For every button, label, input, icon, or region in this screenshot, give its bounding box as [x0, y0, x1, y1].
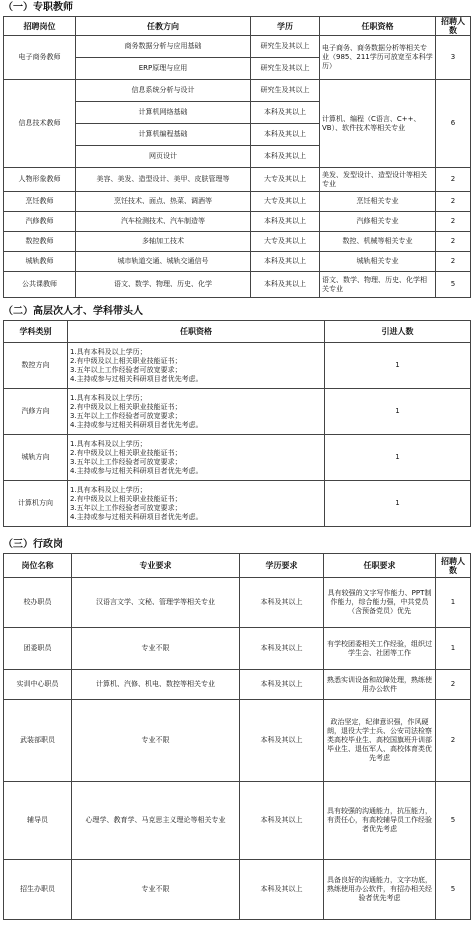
qualification-cell: [68, 481, 325, 527]
education-cell: 本科及其以上: [240, 782, 324, 860]
count-cell: 2: [436, 232, 471, 252]
table-row: [4, 343, 471, 389]
qualification-cell: 城轨相关专业: [320, 252, 436, 272]
direction-cell: 商务数据分析与应用基础: [76, 36, 251, 58]
qualification-line: 4.主持或参与过相关科研项目者优先考虑。: [70, 374, 203, 383]
education-cell: 大专及其以上: [251, 192, 320, 212]
subject-cell: 城轨方向: [4, 435, 68, 481]
post-cell: 武装部职员: [4, 700, 72, 782]
post-cell: 实训中心职员: [4, 670, 72, 700]
education-cell: 大专及其以上: [251, 168, 320, 192]
count-cell: 1: [325, 481, 471, 527]
section-1-title: （一）专职教师: [3, 2, 73, 13]
post-cell: 招生办职员: [4, 860, 72, 920]
qualification-line: 2.有中级及以上相关职业技能证书；: [70, 356, 182, 365]
count-cell: 2: [436, 212, 471, 232]
header-requirement: 任职要求: [324, 554, 436, 578]
direction-cell: 计算机网络基础: [76, 102, 251, 124]
qualification-cell: [68, 435, 325, 481]
qualification-cell: [68, 343, 325, 389]
table-row: [4, 860, 471, 920]
header-education: 学历要求: [240, 554, 324, 578]
post-cell: 人物形象教师: [4, 168, 76, 192]
education-cell: 本科及其以上: [240, 700, 324, 782]
post-cell: 电子商务教师: [4, 36, 76, 80]
qualification-line: 2.有中级及以上相关职业技能证书；: [70, 448, 182, 457]
qualification-line: 1.具有本科及以上学历；: [70, 485, 147, 494]
major-cell: 心理学、教育学、马克思主义理论等相关专业: [72, 782, 240, 860]
header-direction: 任教方向: [76, 17, 251, 36]
table-row: [4, 232, 471, 252]
qualification-cell: 汽修相关专业: [320, 212, 436, 232]
education-cell: 研究生及其以上: [251, 36, 320, 58]
major-cell: 专业不限: [72, 628, 240, 670]
teacher-table: [3, 16, 471, 298]
direction-cell: 美容、美发、造型设计、美甲、皮肤管理等: [76, 168, 251, 192]
education-cell: 本科及其以上: [251, 102, 320, 124]
table-row: [4, 782, 471, 860]
count-cell: 1: [325, 435, 471, 481]
major-cell: 专业不限: [72, 700, 240, 782]
post-cell: 城轨教师: [4, 252, 76, 272]
requirement-cell: 具有较强的文字写作能力、PPT制作能力，综合能力强，中共党员（含预备党员）优先: [324, 578, 436, 628]
section-2-title: （二）高层次人才、学科带头人: [3, 306, 143, 317]
major-cell: 计算机、汽修、机电、数控等相关专业: [72, 670, 240, 700]
qualification-line: 2.有中级及以上相关职业技能证书；: [70, 494, 182, 503]
post-cell: 校办职员: [4, 578, 72, 628]
post-cell: 团委职员: [4, 628, 72, 670]
education-cell: 本科及其以上: [251, 146, 320, 168]
table-row: [4, 192, 471, 212]
requirement-cell: 具有较强的沟通能力，抗压能力，有责任心，有高校辅导员工作经验者优先考虑: [324, 782, 436, 860]
qualification-cell: 烹饪相关专业: [320, 192, 436, 212]
count-cell: 2: [436, 700, 471, 782]
qualification-line: 3.五年以上工作经验者可放宽要求；: [70, 365, 182, 374]
subject-cell: 数控方向: [4, 343, 68, 389]
qualification-line: 1.具有本科及以上学历；: [70, 439, 147, 448]
header-subject: 学科类别: [4, 321, 68, 343]
direction-cell: 烹饪技术、面点、热菜、调酒等: [76, 192, 251, 212]
education-cell: 本科及其以上: [240, 578, 324, 628]
post-cell: 汽修教师: [4, 212, 76, 232]
major-cell: 汉语言文学、文秘、管理学等相关专业: [72, 578, 240, 628]
table-row: [4, 435, 471, 481]
direction-cell: 网页设计: [76, 146, 251, 168]
table-row: [4, 578, 471, 628]
qualification-line: 2.有中级及以上相关职业技能证书；: [70, 402, 182, 411]
education-cell: 本科及其以上: [240, 860, 324, 920]
count-cell: 2: [436, 252, 471, 272]
subject-cell: 计算机方向: [4, 481, 68, 527]
header-post: 招聘岗位: [4, 17, 76, 36]
table-row: [4, 481, 471, 527]
header-count: 招聘人数: [436, 554, 471, 578]
table-row: [4, 252, 471, 272]
admin-table: [3, 553, 471, 920]
count-cell: 1: [436, 628, 471, 670]
header-count: 招聘人数: [436, 17, 471, 36]
requirement-cell: 熟悉实训设备和故障处理，熟练使用办公软件: [324, 670, 436, 700]
qualification-line: 3.五年以上工作经验者可放宽要求；: [70, 503, 182, 512]
section-3-title: （三）行政岗: [3, 539, 63, 550]
major-cell: 专业不限: [72, 860, 240, 920]
qualification-line: 1.具有本科及以上学历；: [70, 393, 147, 402]
header-intake: 引进人数: [325, 321, 471, 343]
requirement-cell: 具备良好的沟通能力，文字功底，熟练使用办公软件，有招办相关经验者优先考虑: [324, 860, 436, 920]
header-qualification: 任职资格: [320, 17, 436, 36]
qualification-line: 4.主持或参与过相关科研项目者优先考虑。: [70, 512, 203, 521]
post-cell: 公共课教师: [4, 272, 76, 298]
direction-cell: 计算机编程基础: [76, 124, 251, 146]
post-cell: 数控教师: [4, 232, 76, 252]
table-row: [4, 36, 471, 58]
post-cell: 烹饪教师: [4, 192, 76, 212]
education-cell: 本科及其以上: [240, 670, 324, 700]
table-row: [4, 80, 471, 102]
qualification-line: 3.五年以上工作经验者可放宽要求；: [70, 457, 182, 466]
count-cell: 3: [436, 36, 471, 80]
subject-cell: 汽修方向: [4, 389, 68, 435]
table-row: [4, 670, 471, 700]
table-row: [4, 272, 471, 298]
qualification-line: 4.主持或参与过相关科研项目者优先考虑。: [70, 420, 203, 429]
post-cell: 信息技术教师: [4, 80, 76, 168]
direction-cell: 信息系统分析与设计: [76, 80, 251, 102]
qualification-cell: 计算机、编程（C语言、C++、VB）、软件技术等相关专业: [320, 80, 436, 168]
education-cell: 本科及其以上: [251, 212, 320, 232]
table-row: [4, 168, 471, 192]
qualification-cell: 语文、数学、物理、历史、化学相关专业: [320, 272, 436, 298]
qualification-cell: 美发、发型设计、造型设计等相关专业: [320, 168, 436, 192]
education-cell: 本科及其以上: [251, 272, 320, 298]
header-qualification: 任职资格: [68, 321, 325, 343]
table-row: [4, 700, 471, 782]
direction-cell: 城市轨道交通、城轨交通信号: [76, 252, 251, 272]
count-cell: 5: [436, 860, 471, 920]
qualification-line: 3.五年以上工作经验者可放宽要求；: [70, 411, 182, 420]
count-cell: 2: [436, 192, 471, 212]
count-cell: 1: [325, 389, 471, 435]
table-row: [4, 389, 471, 435]
count-cell: 1: [436, 578, 471, 628]
post-cell: 辅导员: [4, 782, 72, 860]
count-cell: 6: [436, 80, 471, 168]
header-major: 专业要求: [72, 554, 240, 578]
table-row: [4, 628, 471, 670]
requirement-cell: 有学校团委相关工作经验，组织过学生会、社团等工作: [324, 628, 436, 670]
table-row: [4, 212, 471, 232]
education-cell: 本科及其以上: [251, 252, 320, 272]
direction-cell: 汽车检测技术、汽车制造等: [76, 212, 251, 232]
count-cell: 2: [436, 670, 471, 700]
count-cell: 2: [436, 168, 471, 192]
header-education: 学历: [251, 17, 320, 36]
direction-cell: 多轴加工技术: [76, 232, 251, 252]
qualification-cell: 数控、机械等相关专业: [320, 232, 436, 252]
count-cell: 1: [325, 343, 471, 389]
count-cell: 5: [436, 782, 471, 860]
qualification-cell: [68, 389, 325, 435]
education-cell: 研究生及其以上: [251, 58, 320, 80]
requirement-cell: 政治坚定，纪律意识强，作风硬朗，退役大学士兵、公安司法检察类高校毕业生、高校国旗班升训部毕业生、退伍军人、高校体育类优先考虑: [324, 700, 436, 782]
talent-table: [3, 320, 471, 527]
qualification-line: 4.主持或参与过相关科研项目者优先考虑。: [70, 466, 203, 475]
qualification-cell: 电子商务、商务数据分析等相关专业（985、211学历可放宽至本科学历）: [320, 36, 436, 80]
education-cell: 本科及其以上: [251, 124, 320, 146]
qualification-line: 1.具有本科及以上学历；: [70, 347, 147, 356]
direction-cell: ERP原理与应用: [76, 58, 251, 80]
education-cell: 本科及其以上: [240, 628, 324, 670]
header-post: 岗位名称: [4, 554, 72, 578]
count-cell: 5: [436, 272, 471, 298]
direction-cell: 语文、数学、物理、历史、化学: [76, 272, 251, 298]
education-cell: 研究生及其以上: [251, 80, 320, 102]
education-cell: 大专及其以上: [251, 232, 320, 252]
